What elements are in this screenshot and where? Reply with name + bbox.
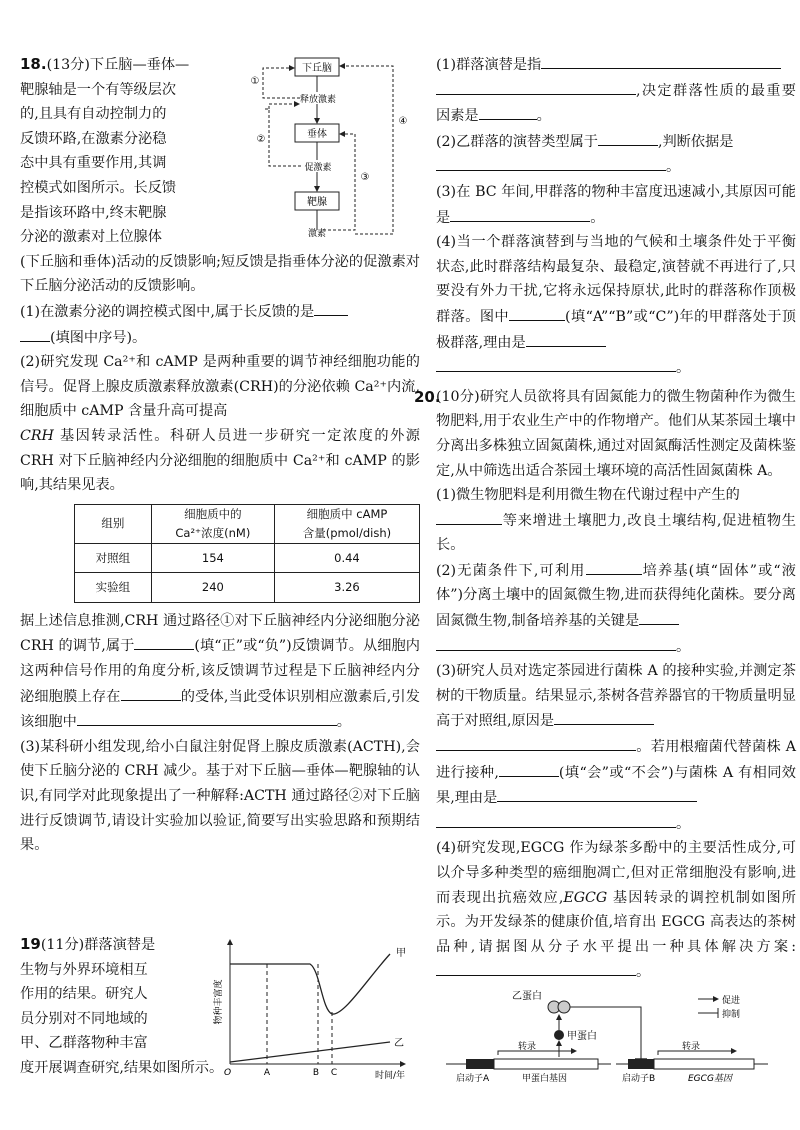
pituitary-label: 垂体: [307, 129, 327, 140]
table-cell: 240: [151, 573, 274, 603]
q19-sub4-blank-2[interactable]: [526, 330, 606, 347]
chart-ylabel: 物种丰富度: [214, 979, 224, 1025]
q18-sub1: [20, 299, 420, 350]
q20-sub2-b: 培养基(填“固体”或“液体”)分离土壤中的固氮微生物,进而获得纯化菌株。要分离固氮微生物,制备培养基的关键是: [436, 562, 796, 630]
table-cell: 0.44: [274, 543, 419, 573]
q19-sub4-blank-3[interactable]: [436, 355, 676, 372]
question-19: [20, 932, 420, 1081]
table-cell: 实验组: [75, 573, 152, 603]
transcription-b-label: 转录: [682, 1041, 701, 1052]
series-yi-line: [230, 1042, 390, 1062]
q18-intro-cont: (下丘脑和垂体)活动的反馈影响;短反馈是指垂体分泌的促激素对下丘脑分泌活动的反馈影响。: [20, 253, 420, 295]
q18-sub1-blank-a[interactable]: [314, 299, 348, 316]
q18-sub2-gene: CRH: [20, 427, 54, 444]
path-4-label: ④: [398, 116, 408, 127]
q18-sub2-e: 的受体,当此受体识别相应激素后,引发该细胞中: [20, 688, 420, 731]
q19-sub3: (3)在 BC 年间,甲群落的物种丰富度迅速减小,其原因可能是 。: [436, 183, 796, 226]
q18-sub2-cont: 据上述信息推测,CRH 通过路径①对下丘脑神经内分泌细胞分泌 CRH 的调节,属于 (填“正”或“负”)反馈调节。从细胞内这两种信号作用的角度分析,该反馈调节过程是下丘脑神经内分泌细胞膜上存在 的受体,当此受体识别相应激素后,引发该细胞中 。: [20, 612, 420, 731]
series-jia-line: [230, 954, 390, 1014]
q19-sub1-blank-3[interactable]: [479, 103, 537, 120]
q19-intro-0: 群落演替是: [84, 937, 156, 953]
protein-a-dot: [554, 1030, 564, 1040]
q20-sub2: (2)无菌条件下,可利用 培养基(填“固体”或“液体”)分离土壤中的固氮微生物,进而获得纯化菌株。要分离固氮微生物,制备培养基的关键是 。: [436, 558, 796, 659]
q20-sub3-blank-1[interactable]: [554, 708, 654, 725]
egcg-regulation-diagram: [436, 987, 786, 1082]
protein-a-label: 甲蛋白: [567, 1030, 597, 1042]
q18-intro-6: 是指该环路中,终末靶腺: [20, 204, 167, 221]
path-1-label: ①: [250, 76, 260, 87]
q20-sub4-gene: EGCG: [563, 889, 608, 906]
q19-sub1-a: (1)群落演替是指: [436, 57, 542, 73]
q18-number: 18.: [20, 55, 47, 73]
series-jia-label: 甲: [396, 948, 406, 959]
q19-sub1-blank-1[interactable]: [541, 52, 781, 69]
q18-sub1-blank-b[interactable]: [20, 325, 50, 342]
q20-sub3-blank-2[interactable]: [436, 734, 636, 751]
q20-sub3-a: (3)研究人员对选定茶园进行菌株 A 的接种实验,并测定茶树的干物质量。结果显示,茶树各营养器官的干物质量明显高于对照组,原因是: [436, 663, 796, 730]
q20-intro-text: 研究人员欲将具有固氮能力的微生物菌种作为微生物肥料,用于农业生产中的作物增产。他们从某茶园土壤中分离出多株独立固氮菌株,通过对固氮酶活性测定及菌株鉴定,从中筛选出适合茶园土壤环境的高活性固氮菌株 A。: [436, 388, 796, 479]
q20-sub2-a: (2)无菌条件下,可利用: [436, 562, 586, 579]
q18-score: (13分): [46, 57, 90, 73]
q20-intro: [436, 385, 796, 483]
q19-intro-line: [20, 932, 210, 958]
q20-sub4-blank[interactable]: [436, 959, 636, 976]
table-header-ca-1: 细胞质中的: [151, 504, 274, 524]
table-cell: 3.26: [274, 573, 419, 603]
q20-sub3-blank-3[interactable]: [499, 760, 559, 777]
table-row: [75, 543, 420, 573]
question-19-continued: [436, 52, 796, 381]
legend-promote-label: 促进: [722, 995, 741, 1006]
q18-intro-3: 反馈环路,在激素分泌稳: [20, 130, 167, 147]
q19-sub4-blank-1[interactable]: [509, 304, 565, 321]
gene-egcg-label: EGCG基因: [688, 1073, 732, 1082]
q19-intro-2: 作用的结果。研究人: [20, 986, 148, 1003]
protein-b-label: 乙蛋白: [512, 990, 542, 1002]
q19-sub2-b: ,判断依据是: [657, 133, 734, 150]
q18-intro-7: 分泌的激素对上位腺体: [20, 229, 162, 246]
target-gland-label: 靶腺: [307, 197, 327, 208]
q18-sub2: [20, 350, 420, 498]
q19-sub4-a: (4)当一个群落演替到与当地的气候和土壤条件处于平衡状态,此时群落结构最复杂、最稳定,演替就不再进行了,只要没有外力干扰,它将永远保持原状,此时的群落称作顶极群落。图中: [436, 234, 796, 325]
q18-sub2-a: (2)研究发现 Ca²⁺和 cAMP 是两种重要的调节神经细胞功能的信号。促肾上腺皮质激素释放激素(CRH)的分泌依赖 Ca²⁺内流,细胞质中 cAMP 含量升高可提高: [20, 354, 420, 420]
q20-sub1-blank[interactable]: [436, 508, 502, 525]
releasing-hormone-label: 释放激素: [299, 95, 337, 105]
q19-sub2-blank-2[interactable]: [436, 154, 666, 171]
q18-result-table: [74, 504, 420, 603]
q18-sub1-end: (填图中序号)。: [50, 329, 147, 346]
series-yi-label: 乙: [394, 1038, 404, 1049]
q20-sub1: [436, 483, 796, 558]
q19-sub3-blank[interactable]: [450, 205, 590, 222]
q18-intro-0: 下丘脑—垂体—: [89, 57, 190, 73]
q20-sub2-blank-2[interactable]: [639, 608, 679, 625]
q18-sub3: (3)某科研小组发现,给小白鼠注射促肾上腺皮质激素(ACTH),会使下丘脑分泌的 CRH 减少。基于对下丘脑—垂体—靶腺轴的认识,有同学对此现象提出了一种解释:ACTH 通过路径②对下丘脑进行反馈调节,请设计实验加以验证,简要写出实验思路和预期结果。: [20, 738, 420, 854]
q20-sub3-c: (填“会”或“不会”)与菌株 A 有相同效果,理由是: [436, 764, 796, 807]
q20-sub3-b: 。若用根瘤菌代替菌株 A 进行接种,: [436, 739, 796, 781]
q19-score: (11分): [40, 937, 85, 953]
transcription-a-label: 转录: [518, 1041, 537, 1052]
right-column: [414, 52, 796, 1091]
chart-tick-a: A: [263, 1068, 271, 1078]
table-cell: 对照组: [75, 543, 152, 573]
q19-sub4: (4)当一个群落演替到与当地的气候和土壤条件处于平衡状态,此时群落结构最复杂、最稳定,演替就不再进行了,只要没有外力干扰,它将永远保持原状,此时的群落称作顶极群落。图中 (填“A”“B”或“C”)年的甲群落处于顶极群落,理由是 。: [436, 234, 796, 377]
chart-origin: O: [224, 1068, 232, 1078]
q18-sub2-blank-2[interactable]: [121, 684, 181, 701]
chart-xlabel: 时间/年: [374, 1071, 406, 1081]
q18-sub2-blank-1[interactable]: [134, 633, 194, 650]
q19-sub1-blank-2[interactable]: [436, 78, 636, 95]
q20-sub2-blank-3[interactable]: [436, 634, 676, 651]
q18-sub2-c: 据上述信息推测,CRH 通过路径①对下丘脑神经内分泌细胞分泌 CRH 的调节,属于: [20, 612, 420, 655]
table-header-camp-1: 细胞质中 cAMP: [274, 504, 419, 524]
hpa-axis-diagram: [225, 54, 415, 239]
q19-sub2-a: (2)乙群落的演替类型属于: [436, 133, 598, 150]
q20-sub3-blank-4[interactable]: [497, 785, 697, 802]
q19-intro-4: 甲、乙群落物种丰富: [20, 1035, 148, 1052]
species-richness-chart: [210, 932, 420, 1082]
left-column: [20, 52, 420, 1081]
q19-number: 19: [20, 935, 41, 953]
q19-intro-1: 生物与外界环境相互: [20, 961, 148, 978]
q20-sub4-a: (4)研究发现,EGCG 作为绿茶多酚中的主要活性成分,可以介导多种类型的癌细胞凋亡,但对正常细胞没有影响,进而表现出抗癌效应,: [436, 840, 796, 906]
table-row: [75, 573, 420, 603]
q20-sub4: (4)研究发现,EGCG 作为绿茶多酚中的主要活性成分,可以介导多种类型的癌细胞凋亡,但对正常细胞没有影响,进而表现出抗癌效应,EGCG 基因转录的调控机制如图所示。为开发绿茶的健康价值,培育出 EGCG 高表达的茶树品种,请据图从分子水平提出一种具体解决方案:。: [436, 840, 796, 981]
question-20: [414, 385, 796, 1091]
q20-sub3-blank-5[interactable]: [436, 811, 676, 828]
q20-score: (10分): [436, 388, 480, 405]
hypothalamus-label: 下丘脑: [302, 63, 332, 74]
q20-sub2-blank-1[interactable]: [586, 558, 642, 575]
q18-sub2-blank-3[interactable]: [77, 709, 337, 726]
path-3-label: ③: [360, 172, 370, 183]
table-cell: 154: [151, 543, 274, 573]
table-header-camp-2: 含量(pmol/dish): [274, 524, 419, 544]
chart-tick-c: C: [330, 1068, 338, 1078]
q20-sub4-b: 基因转录的调控机制如图所示。为开发绿茶的健康价值,培育出 EGCG 高表达的茶树品种,请据图从分子水平提出一种具体解决方案:: [436, 889, 796, 955]
hormone-label: 激素: [307, 229, 327, 239]
q19-sub1: (1)群落演替是指 ,决定群落性质的最重要因素是 。: [436, 52, 796, 129]
legend-inhibit-label: 抑制: [722, 1009, 741, 1020]
q19-sub4-b: (填“A”“B”或“C”)年的甲群落处于顶极群落,理由是: [436, 308, 796, 351]
q18-intro-1: 靶腺轴是一个有等级层次: [20, 81, 177, 98]
q18-sub1-text: (1)在激素分泌的调控模式图中,属于长反馈的是: [20, 303, 315, 320]
tropic-hormone-label: 促激素: [304, 163, 332, 173]
q20-sub1-b: 等来增进土壤肥力,改良土壤结构,促进植物生长。: [436, 512, 796, 554]
q19-sub1-b: ,决定群落性质的最重要因素是: [436, 82, 796, 125]
table-header-group: 组别: [75, 504, 152, 543]
gene-a-label: 甲蛋白基因: [522, 1073, 568, 1082]
chart-tick-b: B: [312, 1068, 320, 1078]
q18-sub2-d: (填“正”或“负”)反馈调节。从细胞内这两种信号作用的角度分析,该反馈调节过程是下丘脑神经内分泌细胞膜上存在: [20, 638, 420, 705]
q18-intro-2: 的,且具有自动控制力的: [20, 106, 167, 123]
promoter-a-label: 启动子A: [456, 1073, 490, 1082]
q19-intro-3: 员分别对不同地域的: [20, 1010, 148, 1027]
q20-sub3: (3)研究人员对选定茶园进行菌株 A 的接种实验,并测定茶树的干物质量。结果显示,茶树各营养器官的干物质量明显高于对照组,原因是 。若用根瘤菌代替菌株 A 进行接种, (填“会”或“不会”)与菌株 A 有相同效果,理由是 。: [436, 663, 796, 832]
q19-intro-cont: 度开展调查研究,结果如图所示。: [20, 1059, 224, 1076]
promoter-b-label: 启动子B: [622, 1073, 656, 1082]
path-2-label: ②: [256, 134, 266, 145]
q18-sub2-b: 基因转录活性。科研人员进一步研究一定浓度的外源 CRH 对下丘脑神经内分泌细胞的细胞质中 Ca²⁺和 cAMP 的影响,其结果见表。: [20, 427, 420, 494]
q20-sub1-a: (1)微生物肥料是利用微生物在代谢过程中产生的: [436, 487, 740, 504]
q18-intro-4: 态中具有重要作用,其调: [20, 155, 167, 172]
table-header-ca-2: Ca²⁺浓度(nM): [151, 524, 274, 544]
q18-intro-line: [20, 52, 225, 78]
question-18: [20, 52, 420, 858]
q19-sub2-blank-1[interactable]: [598, 129, 658, 146]
q19-sub3-text: (3)在 BC 年间,甲群落的物种丰富度迅速减小,其原因可能是: [436, 183, 796, 226]
q19-sub2: (2)乙群落的演替类型属于 ,判断依据是 。: [436, 129, 796, 180]
q20-number: 20.: [414, 387, 441, 406]
q18-intro-5: 控模式如图所示。长反馈: [20, 179, 177, 196]
